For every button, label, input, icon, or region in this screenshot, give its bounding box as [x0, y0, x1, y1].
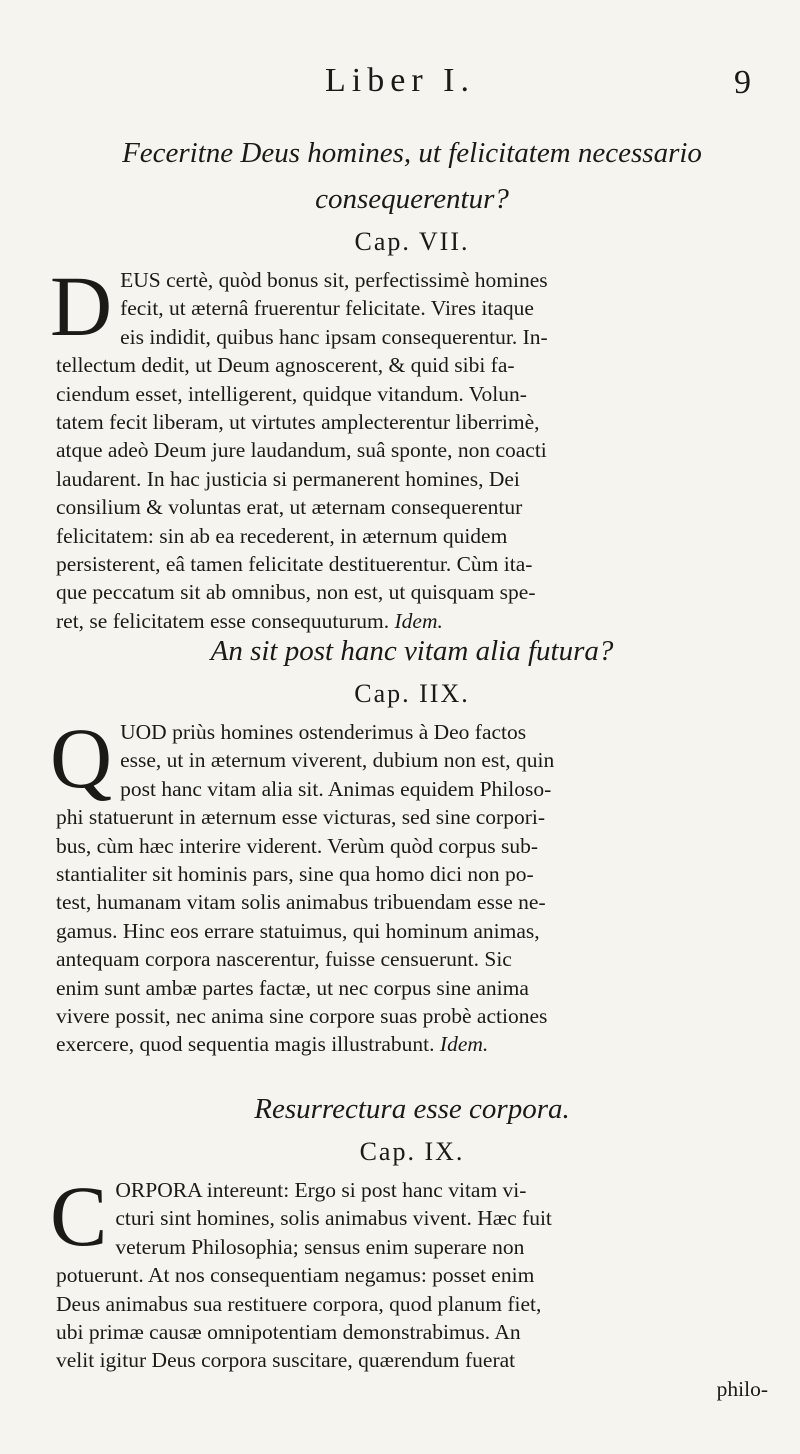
heading-line: Resurrectura esse corpora.	[254, 1093, 570, 1125]
text-line: cturi sint homines, solis animabus vivent. Hæc fuit	[115, 1206, 552, 1231]
running-head	[0, 60, 800, 112]
text-line: bus, cùm hæc interire viderent. Verùm quòd corpus sub-	[56, 833, 539, 858]
text-line: ORPORA intereunt: Ergo si post hanc vitam vi-	[115, 1178, 527, 1202]
text-line: persisterent, eâ tamen felicitate destituerentur. Cùm ita-	[56, 552, 533, 577]
chapter-heading	[56, 1086, 768, 1132]
chapter-heading	[56, 130, 768, 222]
text-line: potuerunt. At nos consequentiam negamus: posset enim	[56, 1263, 535, 1288]
text-line: Deus animabus sua restituere corpora, quod planum fiet,	[56, 1291, 542, 1316]
text-line: ciendum esset, intelligerent, quidque vitandum. Volun-	[56, 381, 527, 406]
text-line: post hanc vitam alia sit. Animas equidem Philoso-	[120, 776, 552, 801]
text-line: velit igitur Deus corpora suscitare, quærendum fuerat	[56, 1348, 516, 1373]
chapter-number: Cap. IX.	[359, 1137, 465, 1166]
text-line: tellectum dedit, ut Deum agnoscerent, & quid sibi fa-	[56, 353, 515, 378]
text-line: eis indidit, quibus hanc ipsam consequerentur. In-	[120, 324, 548, 349]
text-line: antequam corpora nascerentur, fuisse censuerunt. Sic	[56, 947, 512, 972]
drop-cap: Q	[50, 710, 113, 806]
text-line: esse, ut in æternum viverent, dubium non est, quin	[120, 748, 555, 773]
chapter-ix	[50, 1086, 768, 1403]
text-line: philo-	[716, 1376, 768, 1401]
page-number: 9	[734, 64, 751, 101]
chapter-body	[50, 1168, 768, 1403]
chapter-number: Cap. VII.	[354, 227, 470, 256]
text-line: gamus. Hinc eos errare statuimus, qui hominum animas,	[56, 918, 540, 943]
text-line: atque adeò Deum jure laudandum, suâ sponte, non coacti	[56, 438, 547, 463]
drop-cap: D	[50, 258, 113, 354]
text-line: ubi primæ causæ omnipotentiam demonstrabimus. An	[56, 1320, 521, 1345]
text-line-content: ret, se felicitatem esse consequuturum.	[56, 608, 390, 633]
chapter-body	[50, 258, 768, 635]
text-line: UOD priùs homines ostenderimus à Deo factos	[120, 720, 527, 744]
drop-cap: C	[50, 1168, 108, 1264]
heading-line: Feceritne Deus homines, ut felicitatem necessario	[122, 137, 702, 169]
text-line: que peccatum sit ab omnibus, non est, ut quisquam spe-	[56, 580, 536, 605]
text-line: consilium & voluntas erat, ut æternam consequerentur	[56, 495, 523, 520]
text-line: veterum Philosophia; sensus enim superare non	[115, 1234, 525, 1259]
heading-line: consequerentur?	[315, 183, 509, 215]
text-line: stantialiter sit hominis pars, sine qua homo dici non po-	[56, 862, 534, 887]
chapter-number: Cap. IIX.	[354, 679, 470, 708]
text-line-content: exercere, quod sequentia magis illustrabunt.	[56, 1032, 435, 1057]
attribution: Idem.	[439, 1032, 489, 1057]
text-line: phi statuerunt in æternum esse victuras, sed sine corpori-	[56, 805, 546, 830]
text-line	[56, 1030, 768, 1058]
text-line: tatem fecit liberam, ut virtutes amplecterentur liberrimè,	[56, 410, 540, 435]
text-line: EUS certè, quòd bonus sit, perfectissimè homines	[120, 268, 548, 292]
chapter-vii	[50, 130, 768, 635]
text-line: test, humanam vitam solis animabus tribuendam esse ne-	[56, 890, 546, 915]
text-line: enim sunt ambæ partes factæ, ut nec corpus sine anima	[56, 975, 529, 1000]
text-line: laudarent. In hac justicia si permanerent homines, Dei	[56, 466, 520, 491]
chapter-iix	[50, 628, 768, 1059]
text-line: fecit, ut æternâ fruerentur felicitate. Vires itaque	[120, 296, 534, 321]
attribution: Idem.	[394, 608, 443, 633]
heading-line: An sit post hanc vitam alia futura?	[210, 635, 614, 667]
text-line: felicitatem: sin ab ea recederent, in æternum quidem	[56, 523, 508, 548]
chapter-heading	[56, 628, 768, 674]
running-head-title: Liber I.	[325, 62, 475, 99]
chapter-body	[50, 710, 768, 1059]
text-line: vivere possit, nec anima sine corpore suas probè actiones	[56, 1004, 548, 1029]
